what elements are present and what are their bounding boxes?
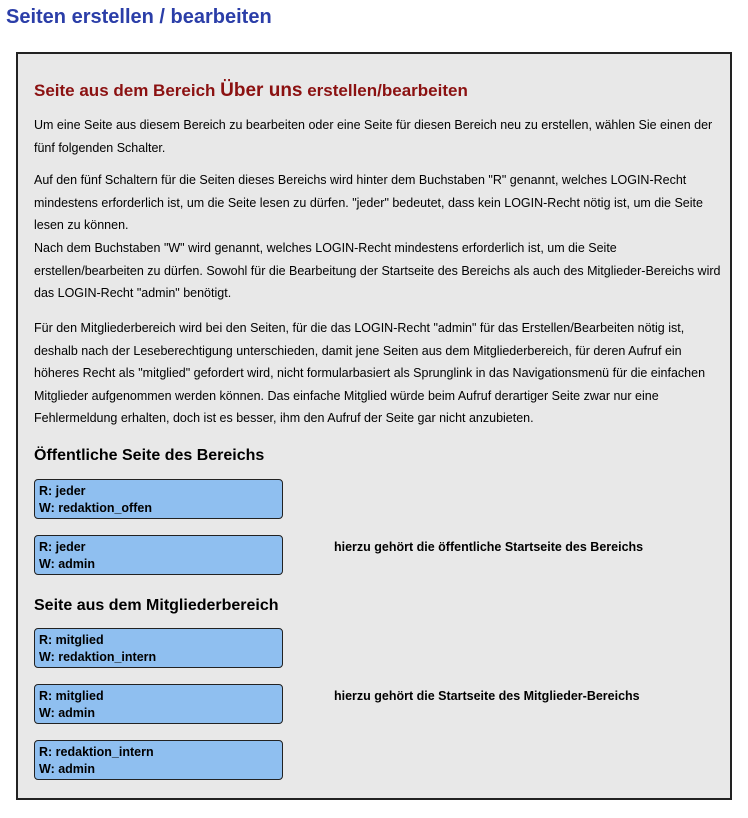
section-heading (34, 80, 468, 102)
members-start-page-note: hierzu gehört die Startseite des Mitglieder-Bereichs (334, 689, 640, 703)
members-start-page-button[interactable] (34, 684, 283, 724)
intro-paragraph-2b: Nach dem Buchstaben "W" wird genannt, welches LOGIN-Recht mindestens erforderlich ist, um die Seite erstellen/bearbeiten zu dürfen. Sowohl für die Bearbeitung der Startseite des Bereichs als auch des Mitglieder-Bereichs wird das LOGIN-Recht "admin" benötigt. (34, 241, 721, 300)
members-page-button-redaktion-intern[interactable] (34, 628, 283, 668)
members-section-heading: Seite aus dem Mitgliederbereich (34, 597, 279, 614)
write-right-label: W: admin (39, 706, 96, 720)
read-right-label: R: mitglied (39, 633, 104, 647)
public-section-heading: Öffentliche Seite des Bereichs (34, 447, 265, 464)
page-title: Seiten erstellen / bearbeiten (6, 6, 272, 28)
public-page-button-redaktion-offen[interactable] (34, 479, 283, 519)
write-right-label: W: admin (39, 762, 96, 776)
read-right-label: R: mitglied (39, 689, 104, 703)
intro-paragraph-3: Für den Mitgliederbereich wird bei den Seiten, für die das LOGIN-Recht "admin" für das Erstellen/Bearbeiten nötig ist, deshalb nach der Leseberechtigung unterschieden, damit jene Seiten aus dem Mitgliederbereich, für deren Aufruf ein höheres Recht als "mitglied" gefordert wird, nicht formularbasiert als Sprunglink in das Navigationsmenü für die einfachen Mitglieder aufgenommen werden können. Das einfache Mitglied würde beim Aufruf derartiger Seite zwar nur eine Fehlermeldung erhalten, doch ist es besser, ihm den Aufruf der Seite gar nicht anzubieten. (34, 321, 706, 425)
public-start-page-button[interactable] (34, 535, 283, 575)
public-start-page-note: hierzu gehört die öffentliche Startseite des Bereichs (334, 540, 644, 554)
read-right-label: R: redaktion_intern (39, 745, 154, 759)
content-panel (16, 52, 732, 800)
read-right-label: R: jeder (39, 484, 86, 498)
members-page-button-redaktion-intern-admin[interactable] (34, 740, 283, 780)
write-right-label: W: redaktion_intern (39, 650, 157, 664)
intro-paragraph-1: Um eine Seite aus diesem Bereich zu bearbeiten oder eine Seite für diesen Bereich neu zu erstellen, wählen Sie einen der fünf folgenden Schalter. (34, 118, 713, 155)
section-heading-area: Über uns (220, 80, 303, 101)
section-heading-suffix: erstellen/bearbeiten (302, 81, 468, 100)
write-right-label: W: redaktion_offen (39, 501, 152, 515)
write-right-label: W: admin (39, 557, 96, 571)
section-heading-prefix: Seite aus dem Bereich (34, 81, 221, 100)
intro-paragraph-2: Auf den fünf Schaltern für die Seiten dieses Bereichs wird hinter dem Buchstaben "R" genannt, welches LOGIN-Recht mindestens erforderlich ist, um die Seite lesen zu dürfen. "jeder" bedeutet, dass kein LOGIN-Recht nötig ist, um die Seite lesen zu können. (34, 173, 703, 232)
read-right-label: R: jeder (39, 540, 86, 554)
